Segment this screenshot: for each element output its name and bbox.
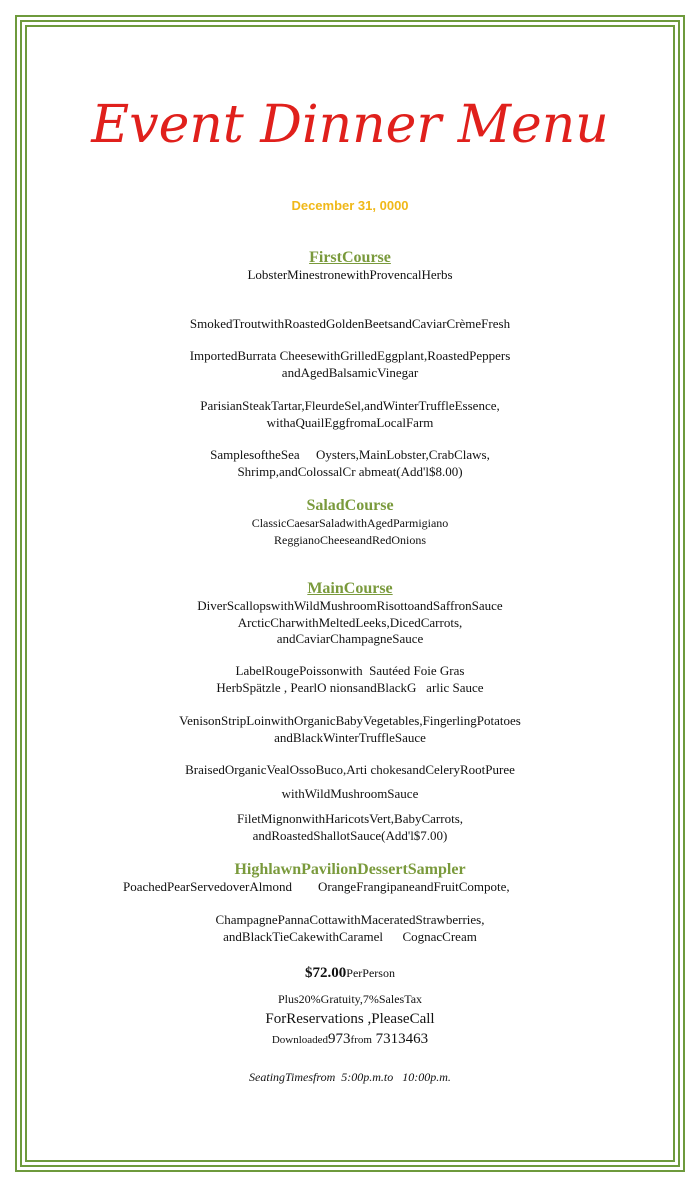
first-course-items-2: [0, 348, 700, 381]
menu-item: VenisonStripLoinwithOrganicBabyVegetables,FingerlingPotatoes: [179, 713, 521, 728]
menu-item: Shrimp,andColossalCr abmeat(Add'l$8.00): [237, 463, 463, 479]
menu-item: withaQuailEggfromaLocalFarm: [266, 414, 434, 430]
menu-item: BraisedOrganicVealOssoBuco,Arti chokesandCeleryRootPuree: [185, 762, 515, 777]
menu-item: withWildMushroomSauce: [281, 786, 419, 801]
menu-title-text: Event Dinner Menu: [91, 95, 609, 155]
reservations-text: ForReservations ,PleaseCall: [265, 1011, 435, 1027]
menu-item: ImportedBurrata CheesewithGrilledEggplant,RoastedPeppers: [189, 348, 511, 363]
first-course-heading: FirstCourse: [309, 249, 391, 266]
menu-item: ClassicCaesarSaladwithAgedParmigiano: [251, 516, 449, 530]
menu-item: PoachedPearServedoverAlmond OrangeFrangipaneandFruitCompote,: [123, 879, 510, 894]
menu-item: andAgedBalsamicVinegar: [281, 364, 419, 380]
first-course-items: [0, 316, 700, 333]
downloaded-label: Downloaded: [271, 1034, 329, 1046]
phone-line: [0, 1028, 700, 1049]
menu-item: andRoastedShallotSauce(Add'l$7.00): [252, 827, 448, 843]
seating-line: [0, 1066, 700, 1085]
menu-item: SamplesoftheSea Oysters,MainLobster,CrabClaws,: [210, 447, 490, 462]
price-line: [0, 962, 700, 982]
main-course-section: [0, 580, 700, 648]
salad-course-section: [0, 497, 700, 548]
menu-item: LabelRougePoissonwith Sautéed Foie Gras: [235, 663, 465, 678]
menu-item: andBlackWinterTruffleSauce: [274, 729, 426, 745]
first-course-items-4: [0, 447, 700, 480]
first-course-section: [0, 249, 700, 284]
price-value: $72.00: [305, 965, 347, 981]
gratuity-line: [0, 988, 700, 1008]
phone-area: 973: [328, 1031, 351, 1047]
menu-item: SmokedTroutwithRoastedGoldenBeetsandCaviarCrèmeFresh: [189, 316, 511, 331]
price-suffix: PerPerson: [346, 966, 395, 980]
main-course-items-4: [0, 762, 700, 779]
menu-title: [91, 70, 609, 180]
menu-item: LobsterMinestronewithProvencalHerbs: [247, 267, 453, 282]
gratuity-text: Plus20%Gratuity,7%SalesTax: [277, 992, 423, 1006]
menu-item: ChampagnePannaCottawithMaceratedStrawberries,: [215, 912, 485, 927]
dessert-items-2: [0, 912, 700, 945]
reservations-line: [0, 1008, 700, 1028]
menu-item: ParisianSteakTartar,FleurdeSel,andWinterTruffleEssence,: [200, 398, 500, 413]
menu-item: DiverScallopswithWildMushroomRisottoandSaffronSauce: [197, 598, 503, 613]
main-course-items-5: [0, 786, 700, 803]
dessert-heading: HighlawnPavilionDessertSampler: [234, 861, 466, 878]
event-date: December 31, 0000: [291, 198, 409, 213]
phone-number: 7313463: [371, 1031, 429, 1047]
salad-course-heading: SaladCourse: [306, 497, 394, 514]
menu-item: HerbSpätzle , PearlO nionsandBlackG arlic Sauce: [216, 679, 484, 695]
dessert-section: [0, 861, 700, 896]
main-course-heading: MainCourse: [307, 580, 393, 597]
seating-times: SeatingTimesfrom 5:00p.m.to 10:00p.m.: [249, 1070, 451, 1084]
main-course-items-3: [0, 713, 700, 746]
menu-item: FiletMignonwithHaricotsVert,BabyCarrots,: [236, 811, 464, 826]
menu-item: ArcticCharwithMeltedLeeks,DicedCarrots,: [237, 614, 463, 630]
menu-item: andBlackTieCakewithCaramel CognacCream: [223, 928, 477, 944]
from-label: from: [350, 1034, 372, 1046]
main-course-items-6: [0, 811, 700, 844]
menu-item: ReggianoCheeseandRedOnions: [274, 532, 426, 547]
menu-item: andCaviarChampagneSauce: [276, 631, 424, 646]
first-course-items-3: [0, 398, 700, 431]
main-course-items-2: [0, 663, 700, 696]
